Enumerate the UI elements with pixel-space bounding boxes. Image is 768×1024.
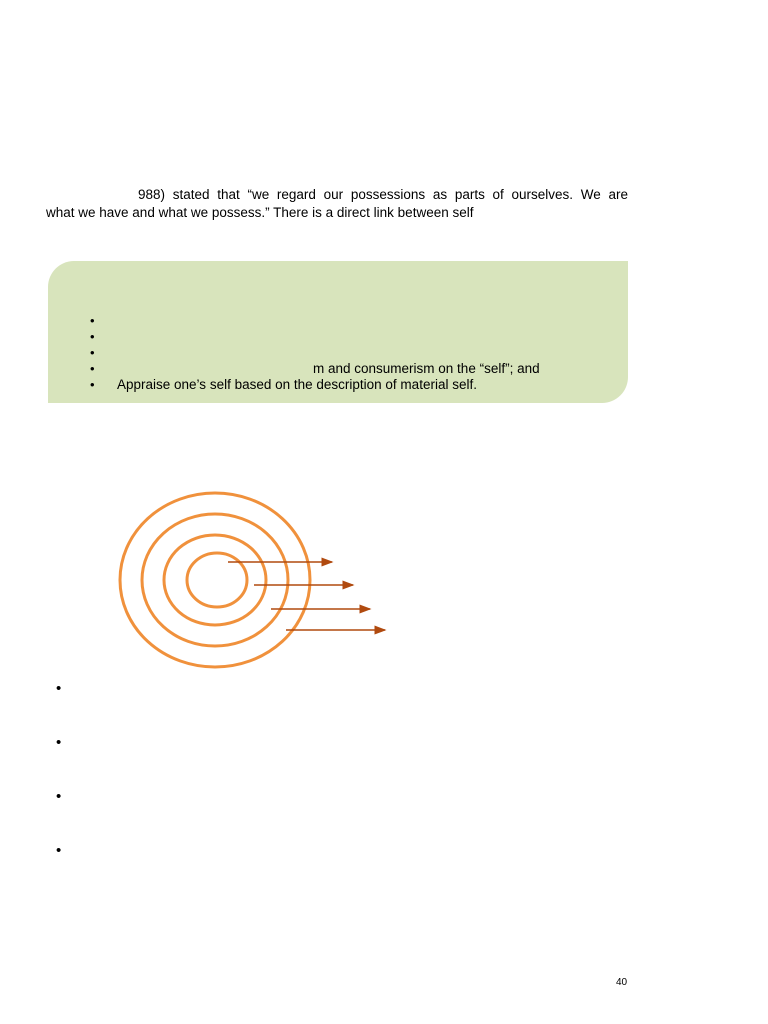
concentric-circles-diagram xyxy=(110,480,410,680)
second-circle xyxy=(164,535,266,625)
page-number: 40 xyxy=(616,977,628,988)
objective-item: • m and consumerism on the “self”; and xyxy=(90,361,540,377)
objectives-list xyxy=(90,313,540,393)
objective-item: • Appraise one’s self based on the description of material self. xyxy=(90,377,540,393)
inner-circle xyxy=(187,553,247,607)
objective-item xyxy=(90,313,540,329)
objectives-box xyxy=(48,261,628,403)
outer-circle xyxy=(120,493,310,667)
objective-item xyxy=(90,329,540,345)
objective-item xyxy=(90,345,540,361)
intro-line-1: 988) stated that “we regard our possessions as parts of ourselves. We are xyxy=(138,187,628,202)
intro-line-2: what we have and what we possess.” There is a direct link between self xyxy=(46,205,474,220)
intro-paragraph xyxy=(46,186,628,222)
